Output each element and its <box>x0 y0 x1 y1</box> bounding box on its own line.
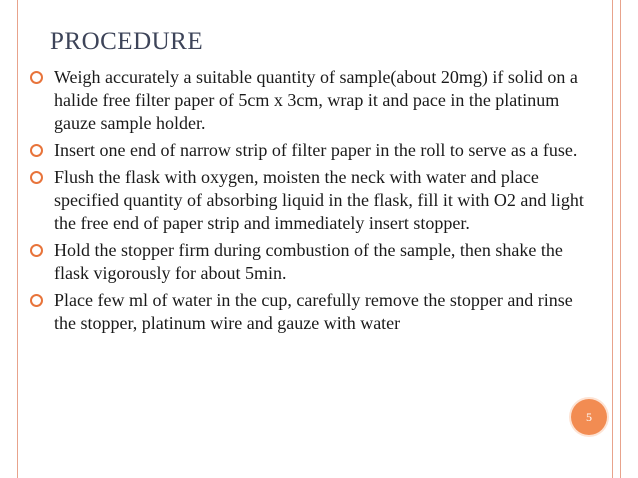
bullet-list <box>30 66 590 339</box>
bullet-text: Flush the flask with oxygen, moisten the neck with water and place specified quantity of absorbing liquid in the flask, fill it with O2 and light the free end of paper strip and immediately insert stopper. <box>54 167 584 233</box>
circle-bullet-icon <box>30 71 43 84</box>
bullet-item <box>30 66 590 135</box>
bullet-item <box>30 289 590 335</box>
right-border-line-outer <box>620 0 621 478</box>
page-number-badge: 5 <box>571 399 607 435</box>
bullet-text: Place few ml of water in the cup, carefully remove the stopper and rinse the stopper, platinum wire and gauze with water <box>54 290 573 333</box>
circle-bullet-icon <box>30 244 43 257</box>
bullet-text: Weigh accurately a suitable quantity of sample(about 20mg) if solid on a halide free filter paper of 5cm x 3cm, wrap it and pace in the platinum gauze sample holder. <box>54 67 578 133</box>
bullet-item <box>30 239 590 285</box>
circle-bullet-icon <box>30 144 43 157</box>
bullet-text: Hold the stopper firm during combustion of the sample, then shake the flask vigorously for about 5min. <box>54 240 563 283</box>
right-border-line <box>612 0 613 478</box>
circle-bullet-icon <box>30 294 43 307</box>
slide-title: PROCEDURE <box>50 28 204 55</box>
bullet-text: Insert one end of narrow strip of filter paper in the roll to serve as a fuse. <box>54 140 578 160</box>
bullet-item <box>30 166 590 235</box>
circle-bullet-icon <box>30 171 43 184</box>
left-border-line <box>17 0 18 478</box>
bullet-item <box>30 139 590 162</box>
